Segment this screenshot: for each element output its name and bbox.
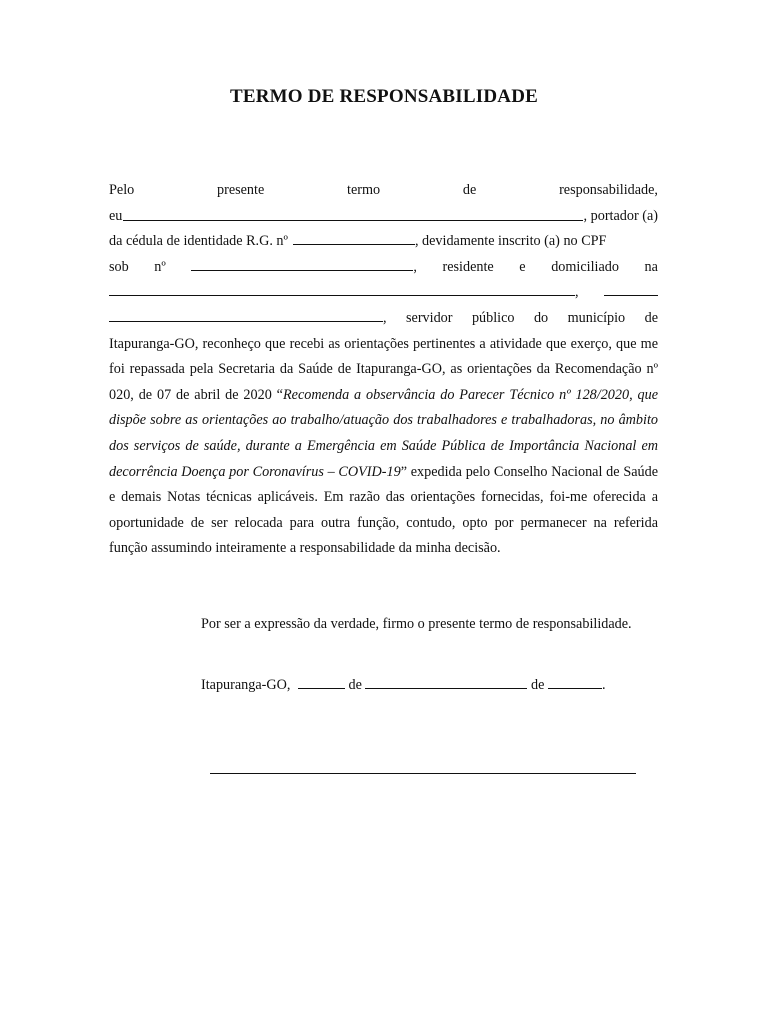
address-blank[interactable] <box>109 283 575 296</box>
closing-paragraph: Por ser a expressão da verdade, firmo o presente termo de responsabilidade. <box>201 616 632 632</box>
year-blank[interactable] <box>548 676 602 689</box>
word: na <box>644 258 658 275</box>
word: e <box>519 258 526 275</box>
word: nº <box>154 258 166 275</box>
name-blank[interactable] <box>123 219 582 221</box>
line-4 <box>109 255 658 281</box>
date-line <box>201 673 606 699</box>
text-recommendation: Itapuranga-GO, reconheço que recebi as orientações pertinentes a atividade que exerço, que me foi repassada pela Secretaria da Saúde de Itapuranga-GO, as orientações da Recomendação nº 020, de 07 de abril de 2020 “ <box>109 335 658 403</box>
paragraph-continuation <box>109 332 658 562</box>
text-de: de <box>348 677 362 693</box>
line-2 <box>109 204 658 230</box>
text-rg: da cédula de identidade R.G. nº <box>109 233 288 250</box>
document-title: TERMO DE RESPONSABILIDADE <box>230 86 538 107</box>
address-complement-blank[interactable] <box>109 309 383 322</box>
word: residente <box>442 258 494 275</box>
word: Pelo <box>109 182 135 198</box>
text-eu: eu <box>109 207 123 224</box>
line-1 <box>109 178 658 204</box>
word: sob <box>109 258 129 275</box>
period: . <box>601 677 606 693</box>
word: de <box>462 182 477 198</box>
month-blank[interactable] <box>365 676 527 689</box>
text-de: de <box>531 677 545 693</box>
text-decision: ” expedida pelo Conselho Nacional de Saúde e demais Notas técnicas aplicáveis. Em razão das orientações fornecidas, foi-me oferecida a oportunidade de ser relocada para outra função, contudo, opto por permanecer na referida função assumindo inteiramente a responsabilidade da minha decisão. <box>109 463 658 557</box>
text-portador: , portador (a) <box>583 207 658 224</box>
rg-blank[interactable] <box>293 232 415 245</box>
text-recommendation-title: Recomenda a observância do Parecer Técnico nº 128/2020, que dispõe sobre as orientações ao trabalho/atuação dos trabalhadores e trabalhadoras, no âmbito dos serviços de saúde, durante a Emergência em Saúde Pública de Importância Nacional em decorrência Doença por Coronavírus – COVID-19 <box>109 386 658 480</box>
day-blank[interactable] <box>298 676 345 689</box>
line-5 <box>109 280 658 306</box>
comma: , <box>575 284 579 301</box>
signature-line[interactable] <box>210 773 636 774</box>
line-6 <box>109 306 658 332</box>
main-paragraph <box>109 178 658 562</box>
word: presente <box>217 182 265 198</box>
text-cpf: , devidamente inscrito (a) no CPF <box>414 233 607 250</box>
word: domiciliado <box>551 258 619 275</box>
word: termo <box>347 182 381 198</box>
cpf-blank[interactable] <box>191 258 413 271</box>
address-number-blank[interactable] <box>604 283 658 296</box>
word: responsabilidade, <box>559 182 658 198</box>
line-3 <box>109 229 658 255</box>
comma: , <box>413 258 417 275</box>
city-text: Itapuranga-GO, <box>201 677 291 693</box>
text-servidor: , servidor público do município de <box>383 309 658 326</box>
